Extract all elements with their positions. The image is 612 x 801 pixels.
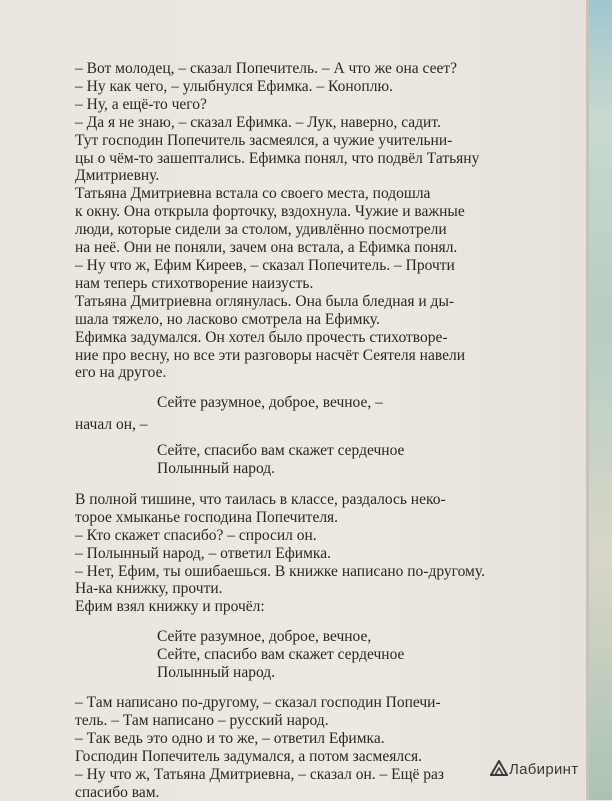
verse-line: Полынный народ.	[157, 460, 276, 478]
paragraph-block-2	[75, 491, 516, 616]
text-line: Дмитриевну.	[75, 167, 160, 185]
paragraph-block-1	[75, 60, 516, 382]
began-line: начал он, –	[75, 416, 148, 434]
text-line: – Ну что ж, Ефим Киреев, – сказал Попечитель. – Прочти	[75, 256, 455, 274]
verse-line: Сейте, спасибо вам скажет сердечное	[157, 442, 405, 460]
text-line: люди, которые сидели за столом, удивлённо посмотрели	[75, 221, 447, 239]
watermark-text: Лабиринт	[509, 761, 579, 778]
text-line: шала тяжело, но ласково смотрела на Ефимку.	[75, 310, 380, 328]
text-line: на неё. Они не поняли, зачем она встала, а Ефимка понял.	[75, 239, 458, 257]
text-line: – Полынный народ, – ответил Ефимка.	[75, 544, 331, 562]
text-line: – Кто скажет спасибо? – спросил он.	[75, 526, 317, 544]
labirint-logo-icon	[490, 760, 508, 776]
text-line: В полной тишине, что таилась в классе, раздалось неко-	[75, 490, 446, 508]
text-line: – Нет, Ефим, ты ошибаешься. В книжке написано по-другому.	[75, 562, 485, 580]
text-line: – Так ведь это одно и то же, – ответил Ефимка.	[75, 729, 385, 747]
text-line: к окну. Она открыла форточку, вздохнула. Чужие и важные	[75, 203, 465, 221]
text-line: – Ну, а ещё-то чего?	[75, 95, 207, 113]
verse-line: Сейте разумное, доброе, вечное,	[157, 628, 372, 646]
text-line: нам теперь стихотворение наизусть.	[75, 274, 314, 292]
text-line: Ефимка задумался. Он хотел было прочесть стихотворе-	[75, 328, 448, 346]
verse-line: Полынный народ.	[157, 664, 276, 682]
text-line: – Ну как чего, – улыбнулся Ефимка. – Коноплю.	[75, 77, 393, 95]
book-edge	[586, 0, 612, 800]
text-line: Татьяна Дмитриевна оглянулась. Она была бледная и ды-	[75, 292, 455, 310]
text-line: Господин Попечитель задумался, а потом засмеялся.	[75, 747, 422, 765]
text-line: – Ну что ж, Татьяна Дмитриевна, – сказал он. – Ещё раз	[75, 765, 445, 783]
text-line: тель. – Там написано – русский народ.	[75, 711, 329, 729]
text-line: цы о чём-то зашептались. Ефимка понял, что подвёл Татьяну	[75, 149, 480, 167]
text-line: его на другое.	[75, 364, 167, 382]
text-line: ние про весну, но все эти разговоры насчёт Сеятеля навели	[75, 346, 465, 364]
page-text	[75, 60, 516, 801]
verse-line: Сейте разумное, доброе, вечное, –	[157, 394, 383, 412]
verse-block-1	[157, 394, 516, 412]
text-line: На-ка книжку, прочти.	[75, 580, 223, 598]
labirint-watermark	[490, 760, 578, 778]
text-line: Татьяна Дмитриевна встала со своего места, подошла	[75, 185, 431, 203]
text-line: торое хмыканье господина Попечителя.	[75, 508, 339, 526]
verse-block-2	[157, 442, 516, 478]
text-line: – Да я не знаю, – сказал Ефимка. – Лук, наверно, садит.	[75, 113, 441, 131]
verse-line: Сейте, спасибо вам скажет сердечное	[157, 646, 405, 664]
text-line: – Вот молодец, – сказал Попечитель. – А что же она сеет?	[75, 60, 458, 77]
text-line: Ефим взял книжку и прочёл:	[75, 598, 265, 616]
text-line: – Там написано по-другому, – сказал господин Попечи-	[75, 694, 441, 711]
text-line: спасибо вам.	[75, 783, 160, 801]
paragraph-block-3	[75, 694, 516, 801]
verse-block-3	[157, 628, 516, 682]
text-line: Тут господин Попечитель засмеялся, а чужие учительни-	[75, 131, 453, 149]
